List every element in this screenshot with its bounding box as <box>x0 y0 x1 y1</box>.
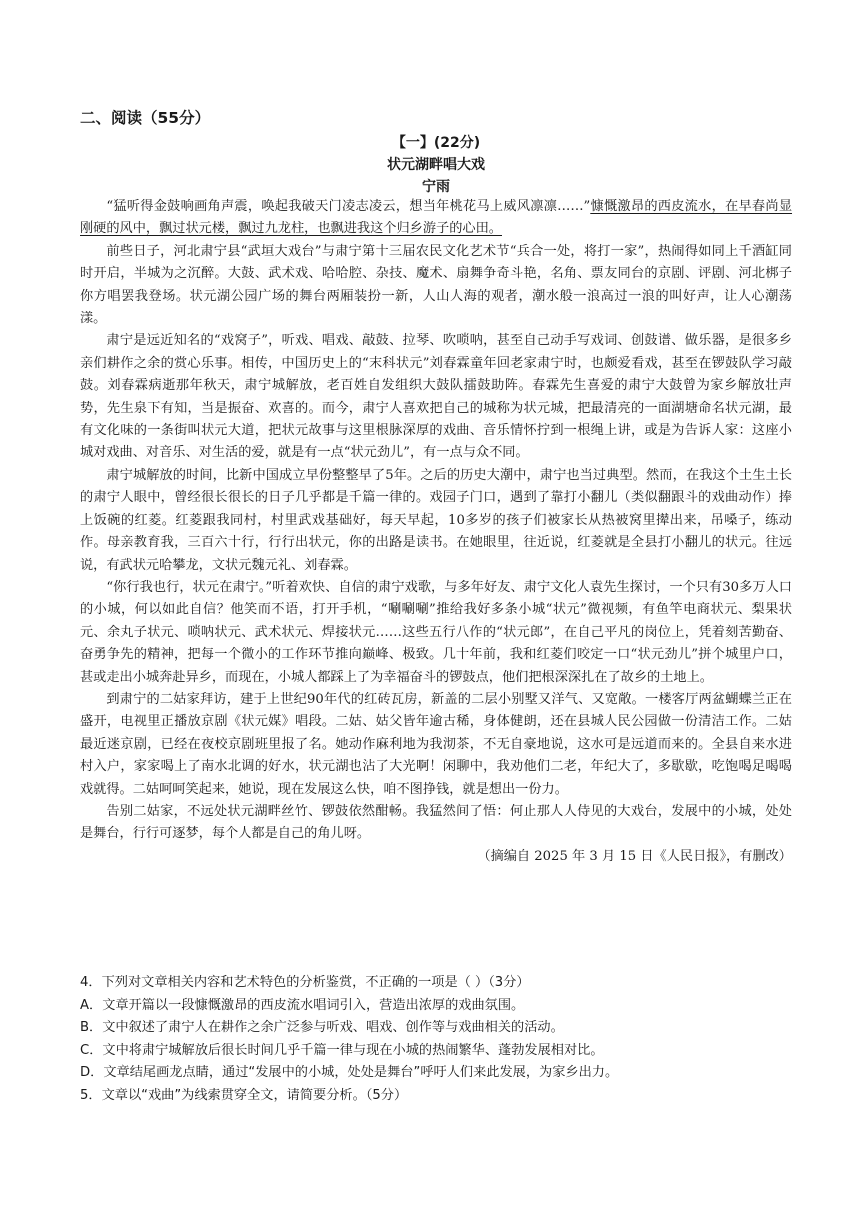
source-note: （摘编自 2025 年 3 月 15 日《人民日报》，有删改） <box>477 848 792 864</box>
paragraph-3: 肃宁是远近知名的“戏窝子”，听戏、唱戏、敲鼓、拉琴、吹唢呐，甚至自己动手写戏词、创鼓谱、做乐器，是很多乡亲们耕作之余的赏心乐事。相传，中国历史上的“末科状元”刘春霖童年回老家肃宁时，也颇爱看戏，甚至在锣鼓队学习敲鼓。刘春霖病逝那年秋天，肃宁城解放，老百姓自发组织大鼓队擂鼓助阵。春霖先生喜爱的肃宁大鼓曾为家乡解放壮声势，先生泉下有知，当是振奋、欢喜的。而今，肃宁人喜欢把自己的城称为状元城，把最清亮的一面湖塘命名状元湖，最有文化味的一条街叫状元大道，把状元故事与这里根脉深厚的戏曲、音乐情怀拧到一根绳上讲，或是为告诉人家：这座小城对戏曲、对音乐、对生活的爱，就是有一点“状元劲儿”，有一点与众不同。 <box>80 333 792 461</box>
question-4: 4．下列对文章相关内容和艺术特色的分析鉴赏，不正确的一项是（ ）（3分） <box>80 975 530 990</box>
section-title: 二、阅读（55分） <box>80 109 211 127</box>
paragraph-6: 到肃宁的二姑家拜访，建于上世纪90年代的红砖瓦房，新盖的二层小别墅又洋气、又宽敞。一楼客厅两盆蝴蝶兰正在盛开，电视里正播放京剧《状元媒》唱段。二姑、姑父皆年逾古稀，身体健朗，还在县城人民公园做一份清洁工作。二姑最近迷京剧，已经在夜校京剧班里报了名。她动作麻利地为我沏茶，不无自豪地说，这水可是远道而来的。全县自来水进村入户，家家喝上了南水北调的好水，状元湖也沾了大光啊！闲聊中，我劝他们二老，年纪大了，多歇歇，吃饱喝足喝喝戏就得。二姑呵呵笑起来，她说，现在发展这么快，咱不图挣钱，就是想出一份力。 <box>80 691 792 797</box>
questions <box>80 972 792 1108</box>
option-b: B．文中叙述了肃宁人在耕作之余广泛参与听戏、唱戏、创作等与戏曲相关的活动。 <box>80 1020 564 1036</box>
paragraph-2: 前些日子，河北肃宁县“武垣大戏台”与肃宁第十三届农民文化艺术节“兵合一处，将打一家”，热闹得如同上千酒缸同时开启，半城为之沉醉。大鼓、武术戏、哈哈腔、杂技、魔术、扇舞争奇斗艳，名角、票友同台的京剧、评剧、河北梆子你方唱罢我登场。状元湖公园广场的舞台两厢装扮一新，人山人海的观者，潮水般一浪高过一浪的叫好声，让人心潮荡漾。 <box>80 243 792 327</box>
part-title: 【一】(22分) <box>391 135 481 151</box>
option-a: A．文章开篇以一段慷慨激昂的西皮流水唱词引入，营造出浓厚的戏曲氛围。 <box>80 997 525 1013</box>
article-author: 宁雨 <box>422 179 450 195</box>
paragraph-5: “你行我也行，状元在肃宁。”听着欢快、自信的肃宁戏歌，与多年好友、肃宁文化人袁先生探讨，一个只有30多万人口的小城，何以如此自信？他笑而不语，打开手机，“唰唰唰”推给我好多条小城“状元”微视频，有鱼竿电商状元、梨果状元、余丸子状元、唢呐状元、武术状元、焊接状元……这些五行八作的“状元郎”，在自己平凡的岗位上，凭着刻苦勤奋、奋勇争先的精神，把每一个微小的工作环节推向巅峰、极致。几十年前，我和红菱们咬定一口“状元劲儿”拼个城里户口，甚或走出小城奔赴异乡，而现在，小城人都踩上了为幸福奋斗的锣鼓点，他们把根深深扎在了故乡的土地上。 <box>80 579 792 685</box>
option-c: C．文中将肃宁城解放后很长时间几乎千篇一律与现在小城的热闹繁华、蓬勃发展相对比。 <box>80 1042 604 1058</box>
underlined-sentence: 在早春尚显刚硬的风中，飘过状元楼，飘过九龙柱，也飘进我这个归乡游子的心田。 <box>80 199 793 237</box>
paragraph-1 <box>80 196 792 241</box>
article-body <box>80 196 792 868</box>
article-title: 状元湖畔唱大戏 <box>387 157 485 173</box>
paragraph-7: 告别二姑家，不远处状元湖畔丝竹、锣鼓依然酣畅。我猛然间了悟：何止那人人侍见的大戏台，发展中的小城，处处是舞台，行行可逐梦，每个人都是自己的角儿呀。 <box>80 803 792 842</box>
question-5: 5．文章以“戏曲”为线索贯穿全文，请简要分析。（5分） <box>80 1087 408 1103</box>
option-d: D．文章结尾画龙点睛，通过“发展中的小城，处处是舞台”呼吁人们来此发展，为家乡出力。 <box>80 1065 619 1081</box>
opening-lyrics: “猛听得金鼓响画角声震，唤起我破天门凌志凌云，想当年桃花马上威风凛凛……” <box>106 199 591 214</box>
paragraph-4: 肃宁城解放的时间，比新中国成立早份整整早了5年。之后的历史大潮中，肃宁也当过典型。然而，在我这个土生土长的肃宁人眼中，曾经很长很长的日子几乎都是千篇一律的。戏园子门口，遇到了靠打小翻儿（类似翻跟斗的戏曲动作）捧上饭碗的红菱。红菱跟我同村，村里武戏基础好，每天早起，10多岁的孩子们被家长从热被窝里撵出来，吊嗓子，练动作。母亲教育我，三百六十行，行行出状元，你的出路是读书。在她眼里，往近说，红菱就是全县打小翻儿的状元。往远说，有武状元哈攀龙，文状元魏元礼、刘春霖。 <box>80 467 792 573</box>
underlined-phrase: 慷慨激昂的西皮流水， <box>590 199 726 214</box>
